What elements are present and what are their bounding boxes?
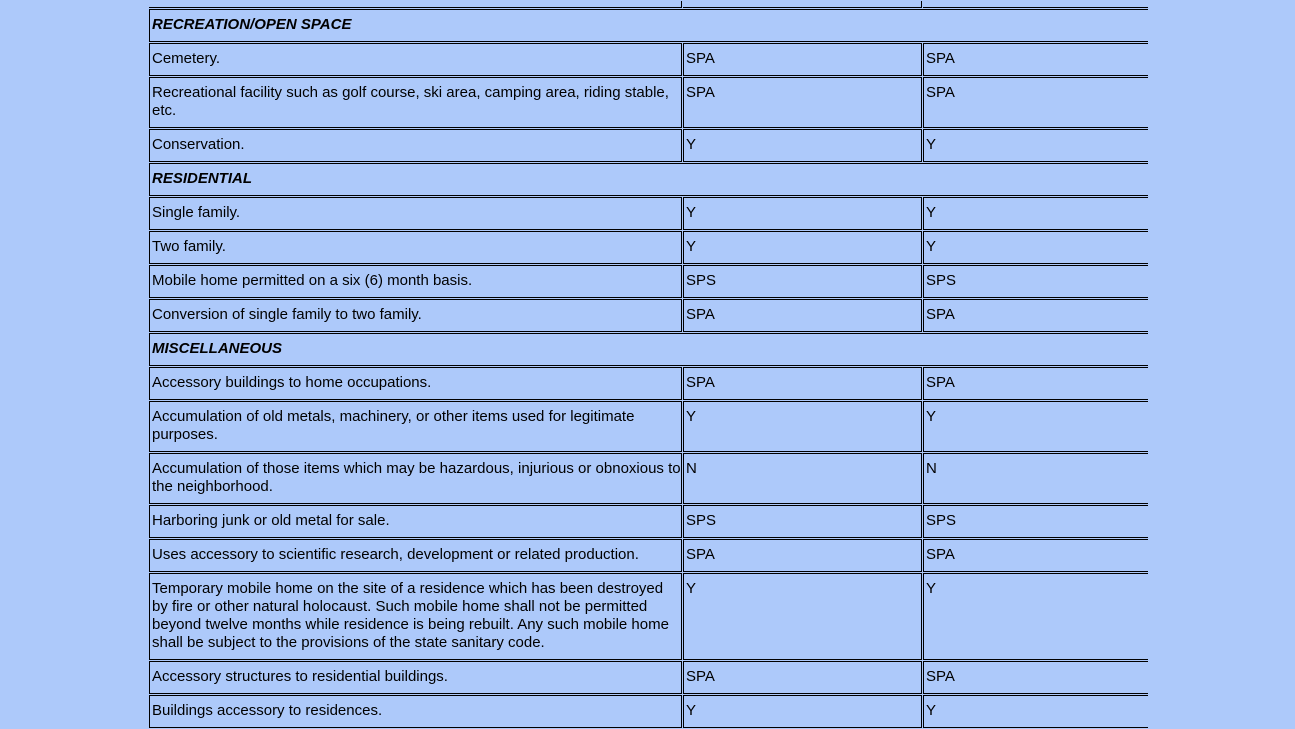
table-row [149,265,1148,298]
table-row [149,573,1148,660]
permission-value-cell: SPA [923,539,1148,572]
permission-value-cell: N [923,453,1148,504]
permission-value-cell: SPA [683,299,922,332]
use-description-cell: Conversion of single family to two family. [149,299,682,332]
table-row [149,505,1148,538]
section-header-row [149,9,1148,42]
use-description-cell: Accumulation of those items which may be hazardous, injurious or obnoxious to the neighborhood. [149,453,682,504]
use-description-cell: Temporary mobile home on the site of a residence which has been destroyed by fire or other natural holocaust. Such mobile home shall not be permitted beyond twelve months while residence is being rebuilt. Any such mobile home shall be subject to the provisions of the state sanitary code. [149,573,682,660]
section-header-row [149,163,1148,196]
permission-value-cell: Y [923,197,1148,230]
permission-value-cell: Y [923,129,1148,162]
table-row [149,453,1148,504]
use-description-cell: Harboring junk or old metal for sale. [149,505,682,538]
permission-value-cell: SPS [923,265,1148,298]
permission-value-cell: SPS [683,505,922,538]
use-description-cell: Two family. [149,231,682,264]
use-description-cell: Mobile home permitted on a six (6) month basis. [149,265,682,298]
table-row [149,661,1148,694]
permission-value-cell: Y [923,231,1148,264]
use-description-cell: Accumulation of old metals, machinery, or other items used for legitimate purposes. [149,401,682,452]
use-description-cell: Single family. [149,197,682,230]
permission-value-cell: SPS [923,505,1148,538]
permission-value-cell: Y [683,573,922,660]
permission-value-cell: Y [923,695,1148,728]
permission-value-cell: SPA [923,299,1148,332]
permission-value-cell: SPA [683,539,922,572]
table-row [149,77,1148,128]
zoning-use-table [148,0,1149,729]
table-row [149,231,1148,264]
use-description-cell: Accessory buildings to home occupations. [149,367,682,400]
permission-value-cell: Y [683,231,922,264]
table-row [149,129,1148,162]
table-row [149,539,1148,572]
permission-value-cell: SPA [683,367,922,400]
zoning-table-body [149,1,1148,728]
permission-value-cell: SPA [923,43,1148,76]
table-row [149,367,1148,400]
section-header-label: RESIDENTIAL [149,163,1148,196]
permission-value-cell: SPA [923,77,1148,128]
permission-value-cell: Y [923,573,1148,660]
permission-value-cell: Y [683,197,922,230]
table-row [149,401,1148,452]
permission-value-cell: SPA [683,43,922,76]
section-header-label: MISCELLANEOUS [149,333,1148,366]
table-row [149,299,1148,332]
partial-value-cell [683,1,922,8]
use-description-cell: Accessory structures to residential buildings. [149,661,682,694]
use-description-cell: Recreational facility such as golf course, ski area, camping area, riding stable, etc. [149,77,682,128]
use-description-cell: Cemetery. [149,43,682,76]
use-description-cell: Conservation. [149,129,682,162]
permission-value-cell: SPA [683,661,922,694]
permission-value-cell: SPA [923,367,1148,400]
table-row [149,695,1148,728]
permission-value-cell: SPA [923,661,1148,694]
permission-value-cell: SPS [683,265,922,298]
partial-value-cell [923,1,1148,8]
table-row [149,43,1148,76]
permission-value-cell: Y [923,401,1148,452]
permission-value-cell: Y [683,129,922,162]
partial-cutoff-row [149,1,1148,8]
permission-value-cell: Y [683,401,922,452]
partial-use-cell [149,1,682,8]
section-header-label: RECREATION/OPEN SPACE [149,9,1148,42]
table-row [149,197,1148,230]
permission-value-cell: Y [683,695,922,728]
permission-value-cell: SPA [683,77,922,128]
use-description-cell: Buildings accessory to residences. [149,695,682,728]
permission-value-cell: N [683,453,922,504]
section-header-row [149,333,1148,366]
zoning-schedule-container [148,0,1149,729]
use-description-cell: Uses accessory to scientific research, development or related production. [149,539,682,572]
